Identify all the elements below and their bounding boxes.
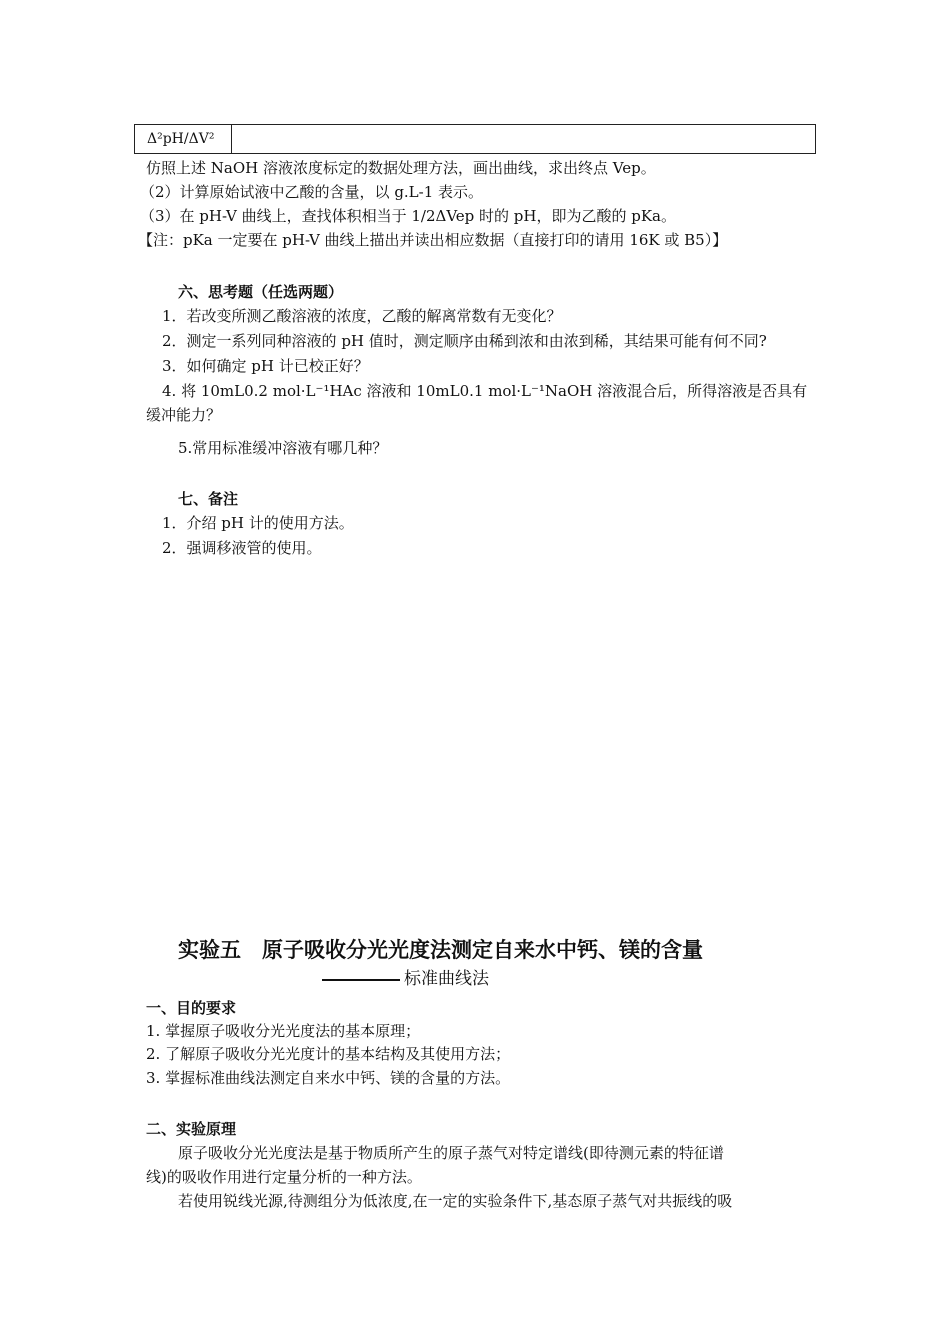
section7-heading: 七、备注 xyxy=(178,490,239,508)
proc-line-3: （3）在 pH-V 曲线上，查找体积相当于 1/2ΔVep 时的 pH，即为乙酸的 pKa。 xyxy=(140,207,676,225)
question-1: 1．若改变所测乙酸溶液的浓度，乙酸的解离常数有无变化？ xyxy=(162,307,562,325)
question-2: 2．测定一系列同种溶液的 pH 值时，测定顺序由稀到浓和由浓到稀，其结果可能有何不同? xyxy=(162,332,767,350)
principle-para-1-line-2: 线)的吸收作用进行定量分析的一种方法。 xyxy=(146,1168,422,1186)
question-5: 5.常用标准缓冲溶液有哪几种？ xyxy=(178,439,388,457)
principle-para-1-line-1: 原子吸收分光光度法是基于物质所产生的原子蒸气对特定谱线(即待测元素的特征谱 xyxy=(178,1144,724,1162)
proc-line-1: 仿照上述 NaOH 溶液浓度标定的数据处理方法，画出曲线，求出终点 Vep。 xyxy=(146,159,656,177)
question-4-line-2: 缓冲能力？ xyxy=(146,406,222,424)
data-table xyxy=(134,124,816,154)
table-row-value xyxy=(232,125,816,154)
principle-para-2: 若使用锐线光源,待测组分为低浓度,在一定的实验条件下,基态原子蒸气对共振线的吸 xyxy=(178,1192,733,1210)
aim-2: 2. 了解原子吸收分光光度计的基本结构及其使用方法； xyxy=(146,1045,511,1063)
experiment-subtitle xyxy=(322,964,489,989)
note-1: 1．介绍 pH 计的使用方法。 xyxy=(162,514,354,532)
subtitle-text: 标准曲线法 xyxy=(404,969,489,989)
proc-line-2: （2）计算原始试液中乙酸的含量，以 g.L-1 表示。 xyxy=(140,183,484,201)
subtitle-dash xyxy=(322,979,400,981)
note-2: 2．强调移液管的使用。 xyxy=(162,539,322,557)
table-row xyxy=(135,125,816,154)
proc-note: 【注：pKa 一定要在 pH-V 曲线上描出并读出相应数据（直接打印的请用 16K 或 B5）】 xyxy=(138,231,728,249)
question-4-line-1: 4. 将 10mL0.2 mol·L⁻¹HAc 溶液和 10mL0.1 mol·L⁻¹NaOH 溶液混合后，所得溶液是否具有 xyxy=(162,382,808,400)
principle-heading: 二、实验原理 xyxy=(146,1120,237,1138)
question-3: 3．如何确定 pH 计已校正好？ xyxy=(162,357,369,375)
aim-3: 3. 掌握标准曲线法测定自来水中钙、镁的含量的方法。 xyxy=(146,1069,511,1087)
aims-heading: 一、目的要求 xyxy=(146,999,237,1017)
aim-1: 1. 掌握原子吸收分光光度法的基本原理； xyxy=(146,1022,421,1040)
experiment-title: 实验五 原子吸收分光光度法测定自来水中钙、镁的含量 xyxy=(178,937,703,962)
section6-heading: 六、思考题（任选两题） xyxy=(178,283,344,301)
table-row-label: Δ²pH/ΔV² xyxy=(135,125,232,154)
